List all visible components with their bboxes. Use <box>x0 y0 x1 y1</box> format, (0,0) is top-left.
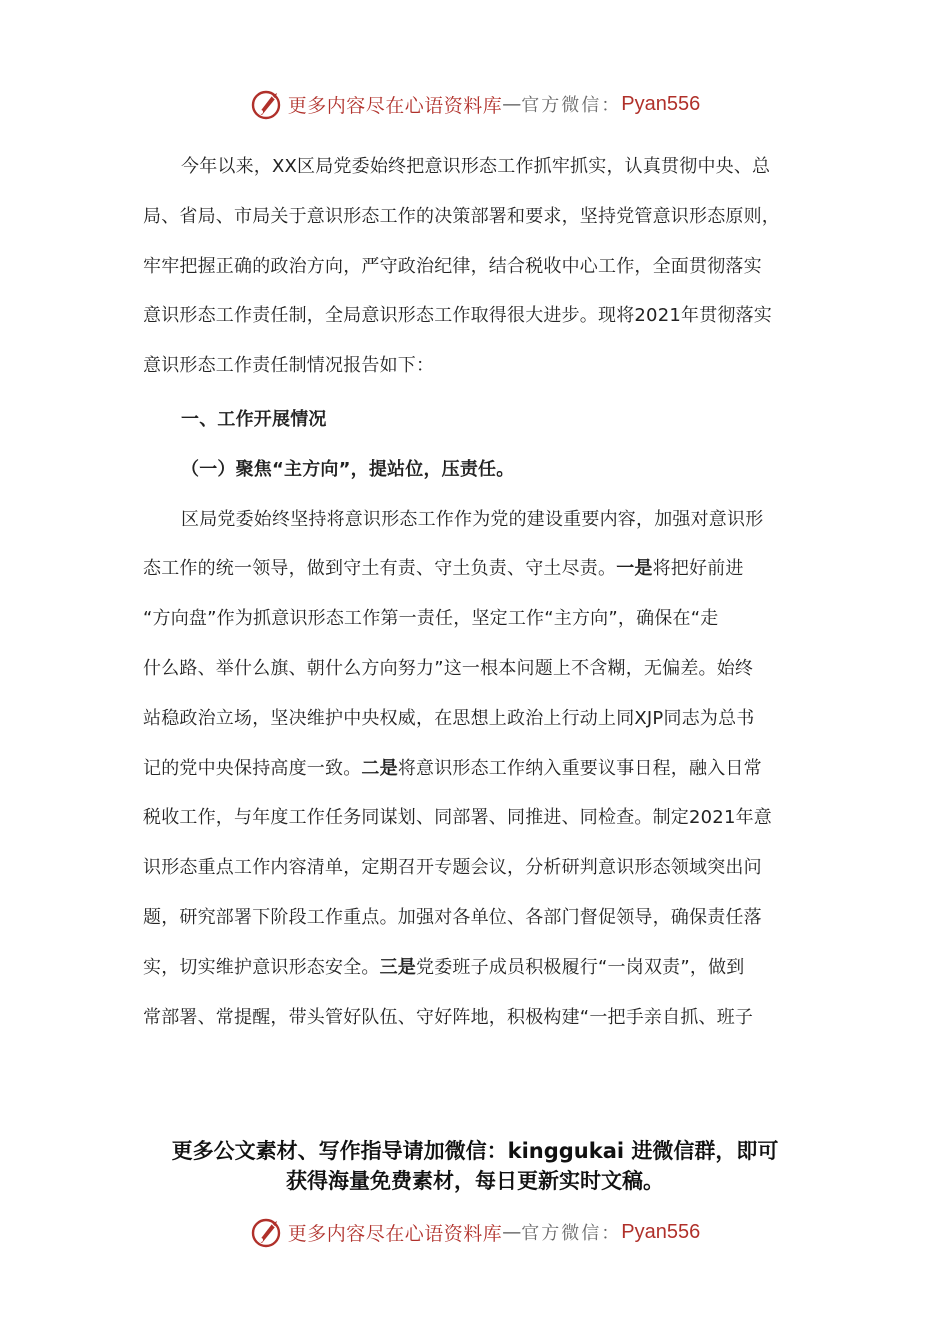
footer-line: 更多公文素材、写作指导请加微信：kinggukai 进微信群，即可 <box>171 1139 779 1163</box>
emphasis-text: 三是 <box>379 956 417 978</box>
footer-banner <box>0 1212 950 1252</box>
paragraph-line: 什么路、举什么旗、朝什么方向努力”这一根本问题上不含糊，无偏差。始终 <box>143 657 754 679</box>
paragraph-line: 识形态重点工作内容清单，定期召开专题会议，分析研判意识形态领域突出问 <box>143 857 762 879</box>
subsection-heading: （一）聚焦“主方向”，提站位，压责任。 <box>181 458 515 480</box>
paragraph-line <box>143 943 808 993</box>
separator: — <box>502 93 522 115</box>
wechat-label: 官方微信： <box>521 1223 622 1244</box>
pen-nib-logo-icon <box>250 87 284 121</box>
paragraph-line: 局、省局、市局关于意识形态工作的决策部署和要求，坚持党管意识形态原则， <box>143 205 780 227</box>
text-run: 实，切实维护意识形态安全。 <box>143 956 380 978</box>
footer-line: 获得海量免费素材，每日更新实时文稿。 <box>286 1169 664 1193</box>
site-name: 更多内容尽在心语资料库 <box>287 94 503 117</box>
text-run: 党委班子成员积极履行“一岗双责”，做到 <box>416 956 745 978</box>
emphasis-text: 一是 <box>616 558 653 580</box>
footer-promo <box>0 1136 950 1196</box>
text-run: 将意识形态工作纳入重要议事日程，融入日常 <box>397 757 762 779</box>
paragraph-line: 今年以来，XX区局党委始终把意识形态工作抓牢抓实，认真贯彻中央、总 <box>181 156 771 177</box>
text-run: 记的党中央保持高度一致。 <box>143 757 362 779</box>
paragraph-line: 题，研究部署下阶段工作重点。加强对各单位、各部门督促领导，确保责任落 <box>143 906 762 928</box>
text-run: 将把好前进 <box>652 558 744 580</box>
separator: — <box>502 1221 522 1243</box>
paragraph-line: “方向盘”作为抓意识形态工作第一责任，坚定工作“主方向”，确保在“走 <box>143 608 719 630</box>
section-heading: 一、工作开展情况 <box>181 408 327 430</box>
document-body <box>143 142 808 1042</box>
pen-nib-logo-icon <box>250 1215 284 1249</box>
text-run: 态工作的统一领导，做到守土有责、守土负责、守土尽责。 <box>143 558 617 580</box>
paragraph-line: 站稳政治立场，坚决维护中央权威，在思想上政治上行动上同XJP同志为总书 <box>143 707 755 729</box>
paragraph-line: 常部署、常提醒，带头管好队伍、守好阵地，积极构建“一把手亲自抓、班子 <box>143 1006 754 1028</box>
site-name: 更多内容尽在心语资料库 <box>287 1222 503 1245</box>
paragraph-line <box>143 744 808 794</box>
paragraph-line <box>143 544 808 594</box>
paragraph-line: 意识形态工作责任制，全局意识形态工作取得很大进步。现将2021年贯彻落实 <box>143 305 773 327</box>
header-banner <box>0 84 950 124</box>
wechat-label: 官方微信： <box>521 95 622 116</box>
paragraph-line: 意识形态工作责任制情况报告如下： <box>143 355 435 377</box>
paragraph-line: 税收工作，与年度工作任务同谋划、同部署、同推进、同检查。制定2021年意 <box>143 807 773 829</box>
wechat-id: Pyan556 <box>621 1220 701 1243</box>
paragraph-line: 牢牢把握正确的政治方向，严守政治纪律，结合税收中心工作，全面贯彻落实 <box>143 255 762 277</box>
emphasis-text: 二是 <box>361 757 398 779</box>
paragraph-line: 区局党委始终坚持将意识形态工作作为党的建设重要内容，加强对意识形 <box>181 508 764 530</box>
wechat-id: Pyan556 <box>621 92 701 115</box>
